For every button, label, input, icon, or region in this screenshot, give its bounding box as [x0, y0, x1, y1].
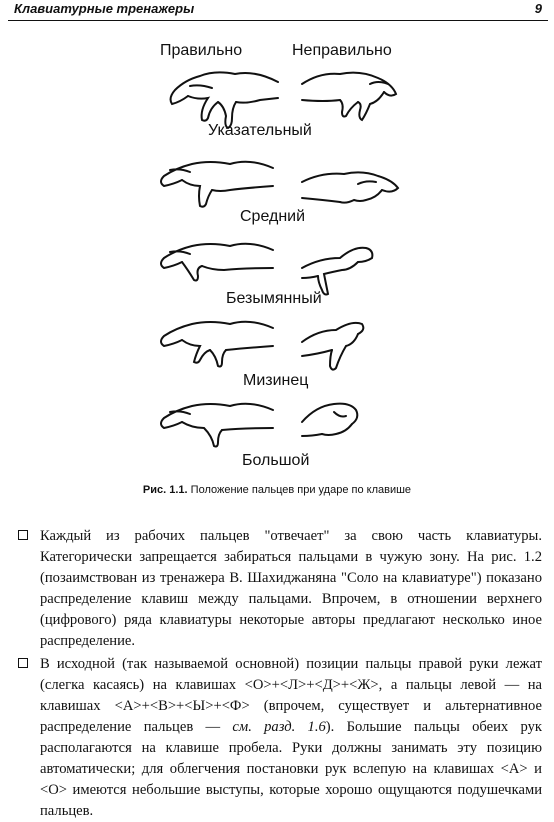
- paragraph-2-text: [40, 654, 542, 822]
- bullet-marker: [18, 658, 28, 668]
- paragraph-2-text-b: ). Большие пальцы обеих рук располагаются на клавише пробела. Руки должны занимать эту позицию автоматически; для облегчения постановки рук вслепую на клавишах <А> и <О> имеются небольшие выступы, которые хорошо ощущаются подушечками пальцев.: [40, 719, 542, 819]
- finger-label-thumb: Большой: [242, 452, 310, 469]
- paragraph-1-text: Каждый из рабочих пальцев "отвечает" за свою часть клавиатуры. Категорически запрещается забираться пальцами в чужую зону. На рис. 1.2 (позаимствован из тренажера В. Шахиджаняна "Соло на клавиатуре") показано распределение клавиш между пальцами. Впрочем, в отношении верхнего (цифрового) ряда клавиатуры некоторые авторы предлагают несколько иное распределение.: [40, 528, 542, 649]
- finger-label-ring: Безымянный: [226, 290, 322, 307]
- hand-correct-thumb-illustration: [150, 396, 275, 456]
- finger-label-index: Указательный: [208, 122, 312, 139]
- section-reference: см. разд. 1.6: [232, 719, 326, 735]
- finger-label-middle: Средний: [240, 208, 306, 225]
- hand-correct-little-illustration: [150, 316, 275, 376]
- hand-incorrect-index-illustration: [300, 62, 420, 132]
- paragraph-2-text-a: В исходной (так называемой основной) позиции пальцы правой руки лежат (слегка касаясь) на клавишах <О>+<Л>+<Д>+<Ж>, а пальцы левой — на клавишах <А>+<В>+<Ы>+<Ф> (впрочем, существует и альтернативное распределение пальцев —: [40, 656, 542, 735]
- page-number: 9: [534, 1, 542, 16]
- column-heading-correct: Правильно: [160, 42, 243, 59]
- figure-caption: [0, 484, 554, 496]
- finger-label-little: Мизинец: [243, 372, 309, 389]
- running-title: Клавиатурные тренажеры: [14, 1, 195, 16]
- column-heading-incorrect: Неправильно: [292, 42, 392, 59]
- hand-incorrect-thumb-illustration: [300, 396, 410, 454]
- paragraph-2: [18, 654, 542, 822]
- hand-correct-middle-illustration: [150, 156, 275, 216]
- hand-incorrect-middle-illustration: [300, 160, 410, 215]
- hand-incorrect-little-illustration: [300, 316, 410, 378]
- hand-correct-ring-illustration: [150, 236, 275, 294]
- figure-caption-text: Положение пальцев при ударе по клавише: [190, 484, 412, 496]
- bullet-marker: [18, 530, 28, 540]
- paragraph-1: [18, 526, 542, 652]
- figure-caption-label: Рис. 1.1.: [142, 484, 188, 496]
